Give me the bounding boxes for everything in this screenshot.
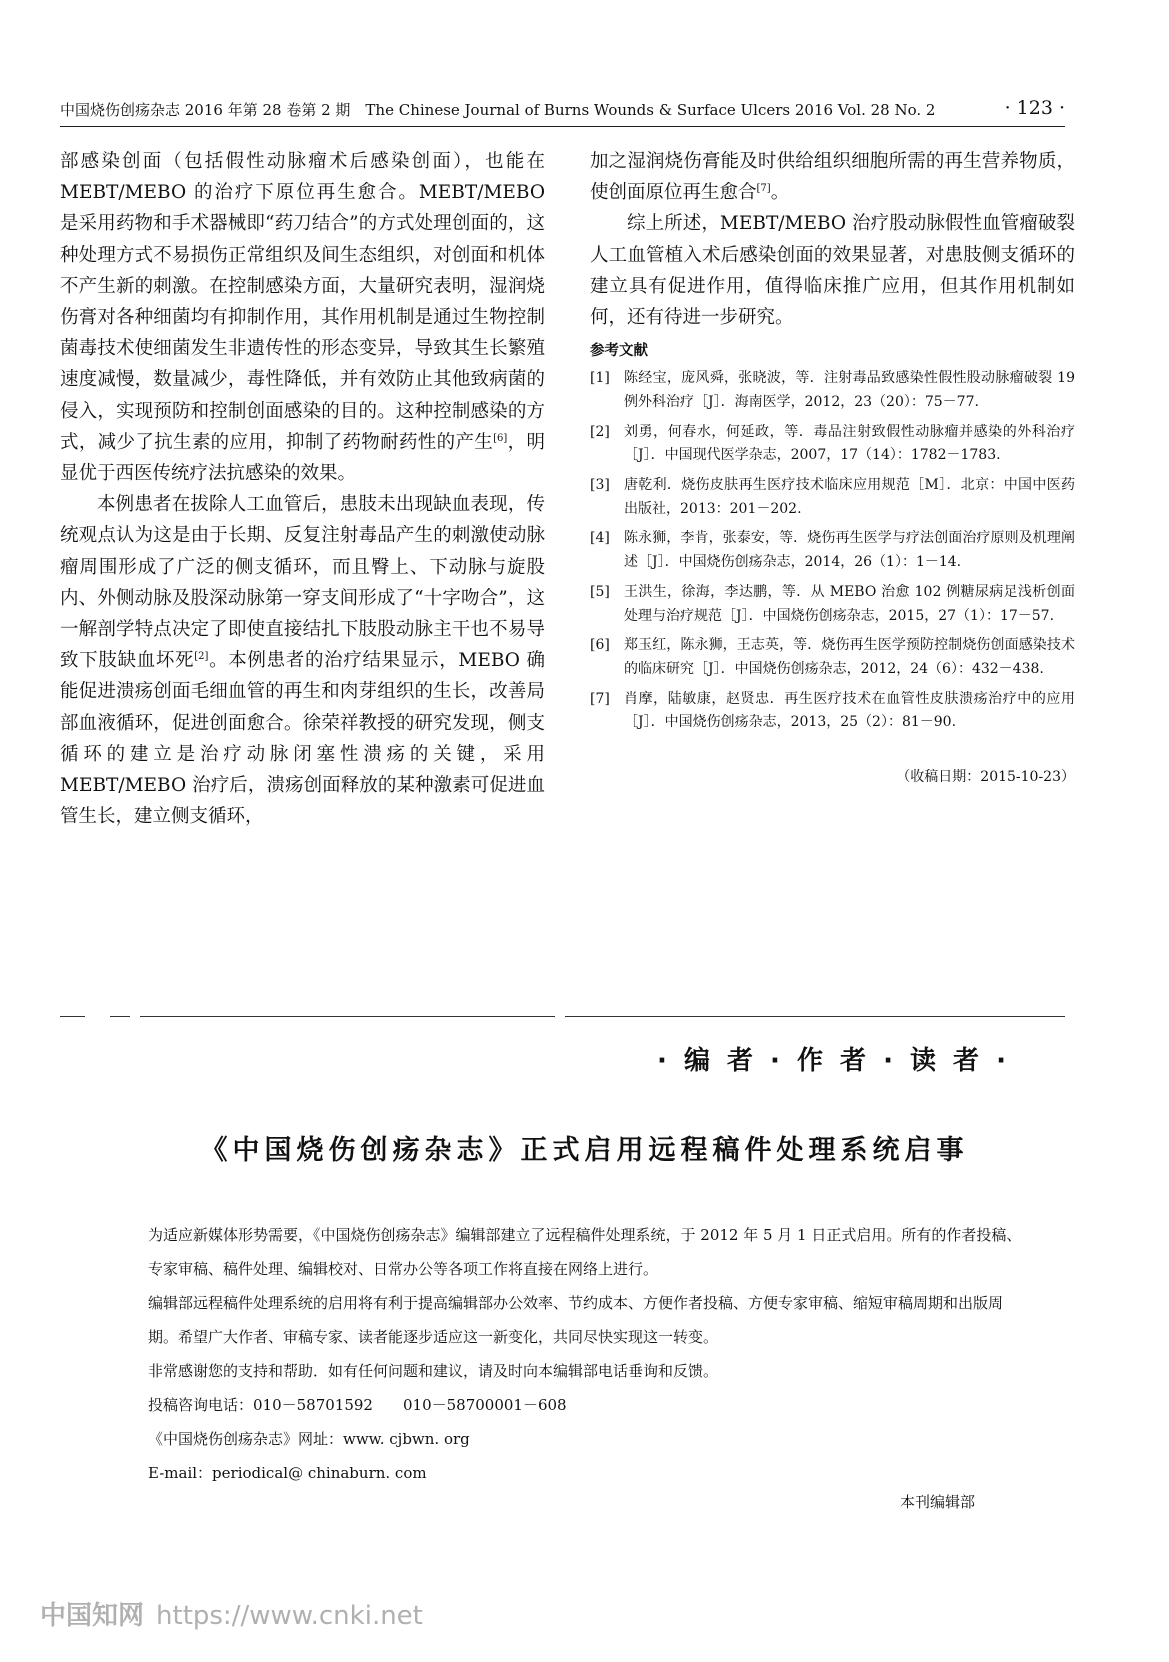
- received-date: （收稿日期：2015-10-23）: [896, 769, 1075, 786]
- notice-paragraph-2: 编辑部远程稿件处理系统的启用将有利于提高编辑部办公效率、节约成本、方便作者投稿、方便专家审稿、缩短审稿周期和出版周期。希望广大作者、审稿专家、读者能逐步适应这一新变化，共同尽快实现这一转变。: [148, 1294, 1004, 1346]
- section-divider: [60, 1016, 85, 1017]
- page-number: · 123 ·: [1004, 97, 1065, 119]
- reference-item: [6] 郑玉红，陈永狮，王志英，等．烧伤再生医学预防控制烧伤创面感染技术的临床研究［J］．中国烧伤创疡杂志，2012，24（6）：432－438.: [590, 637, 1075, 677]
- notice-email[interactable]: E-mail：periodical@ chinaburn. com: [148, 1464, 427, 1482]
- journal-citation: 中国烧伤创疡杂志 2016 年第 28 卷第 2 期 The Chinese Journal of Burns Wounds & Surface Ulcers 2016 Vol. 28 No. 2: [60, 101, 936, 119]
- cnki-watermark: [40, 1595, 423, 1632]
- reference-item: [1] 陈经宝，庞风舜，张晓波，等．注射毒品致感染性假性股动脉瘤破裂 19 例外科治疗［J］．海南医学，2012，23（20）：75－77.: [590, 370, 1075, 410]
- running-header: [60, 96, 1065, 124]
- notice-phone: 投稿咨询电话：010－58701592 010－58700001－608: [148, 1396, 567, 1414]
- reference-item: [7] 肖摩，陆敏康，赵贤忠．再生医疗技术在血管性皮肤溃疡治疗中的应用［J］．中国烧伤创疡杂志，2013，25（2）：81－90.: [590, 690, 1075, 731]
- notice-body: [148, 1218, 1028, 1490]
- citation[interactable]: [6]: [493, 432, 508, 444]
- right-paragraph-1: 加之湿润烧伤膏能及时供给组织细胞所需的再生营养物质，使创面原位再生愈合[7]。: [590, 151, 1075, 204]
- reference-item: [2] 刘勇，何春水，何延政，等．毒品注射致假性动脉瘤并感染的外科治疗［J］．中国现代医学杂志，2007，17（14）：1782－1783.: [590, 423, 1075, 464]
- section-divider: [110, 1016, 130, 1017]
- notice-paragraph-3: 非常感谢您的支持和帮助．如有任何问题和建议，请及时向本编辑部电话垂询和反馈。: [148, 1362, 719, 1380]
- section-divider: [565, 1016, 1065, 1017]
- right-column: [590, 146, 1075, 789]
- citation[interactable]: [2]: [194, 651, 209, 663]
- section-heading: · 编 者 · 作 者 · 读 者 ·: [657, 1046, 1010, 1076]
- reference-item: [5] 王洪生，徐海，李达鹏，等．从 MEBO 治愈 102 例糖尿病足浅析创面处理与治疗规范［J］．中国烧伤创疡杂志，2015，27（1）：17－57.: [590, 583, 1075, 624]
- citation[interactable]: [7]: [756, 183, 771, 195]
- section-divider: [140, 1016, 555, 1017]
- notice-signature: 本刊编辑部: [900, 1493, 976, 1511]
- cnki-url[interactable]: https://www.cnki.net: [156, 1601, 423, 1631]
- references-heading: 参考文献: [590, 343, 648, 360]
- reference-item: [4] 陈永狮，李肯，张泰安，等．烧伤再生医学与疗法创面治疗原则及机理阐述［J］．中国烧伤创疡杂志，2014，26（1）：1－14.: [590, 530, 1075, 571]
- notice-paragraph-1: 为适应新媒体形势需要，《中国烧伤创疡杂志》编辑部建立了远程稿件处理系统，于 2012 年 5 月 1 日正式启用。所有的作者投稿、专家审稿、稿件处理、编辑校对、日常办公等各项工作将直接在网络上进行。: [148, 1226, 1022, 1278]
- right-paragraph-2: 综上所述，MEBT/MEBO 治疗股动脉假性血管瘤破裂人工血管植入术后感染创面的效果显著，对患肢侧支循环的建立具有促进作用，值得临床推广应用，但其作用机制如何，还有待进一步研究。: [590, 213, 1075, 329]
- notice-website[interactable]: 《中国烧伤创疡杂志》网址：www. cjbwn. org: [148, 1430, 470, 1448]
- cnki-logo: 中国知网: [40, 1601, 145, 1631]
- left-paragraph-2: 本例患者在拔除人工血管后，患肢未出现缺血表现，传统观点认为这是由于长期、反复注射毒品产生的刺激使动脉瘤周围形成了广泛的侧支循环，而且臀上、下动脉与旋股内、外侧动脉及股深动脉第一穿支间形成了“十字吻合”，这一解剖学特点决定了即使直接结扎下肢股动脉主干也不易导致下肢缺血坏死[2]。本例患者的治疗结果显示，MEBO 确能促进溃疡创面毛细血管的再生和肉芽组织的生长，改善局部血液循环，促进创面愈合。徐荣祥教授的研究发现，侧支循环的建立是治疗动脉闭塞性溃疡的关键，采用 MEBT/MEBO 治疗后，溃疡创面释放的某种激素可促进血管生长，建立侧支循环，: [60, 494, 545, 828]
- left-paragraph-1: 部感染创面（包括假性动脉瘤术后感染创面），也能在 MEBT/MEBO 的治疗下原位再生愈合。MEBT/MEBO 是采用药物和手术器械即“药刀结合”的方式处理创面的，这种处理方式不易损伤正常组织及间生态组织，对创面和机体不产生新的刺激。在控制感染方面，大量研究表明，湿润烧伤膏对各种细菌均有抑制作用，其作用机制是通过生物控制菌毒技术使细菌发生非遗传性的形态变异，导致其生长繁殖速度减慢，数量减少，毒性降低，并有效防止其他致病菌的侵入，实现预防和控制创面感染的目的。这种控制感染的方式，减少了抗生素的应用，抑制了药物耐药性的产生[6]，明显优于西医传统疗法抗感染的效果。: [60, 151, 545, 485]
- notice-title: 《中国烧伤创疡杂志》正式启用远程稿件处理系统启事: [200, 1135, 969, 1166]
- reference-item: [3] 唐乾利．烧伤皮肤再生医疗技术临床应用规范［M］．北京：中国中医药出版社，2013：201－202.: [590, 477, 1075, 517]
- header-rule: [60, 126, 1065, 127]
- left-column: [60, 146, 545, 832]
- reference-list: [590, 367, 1075, 735]
